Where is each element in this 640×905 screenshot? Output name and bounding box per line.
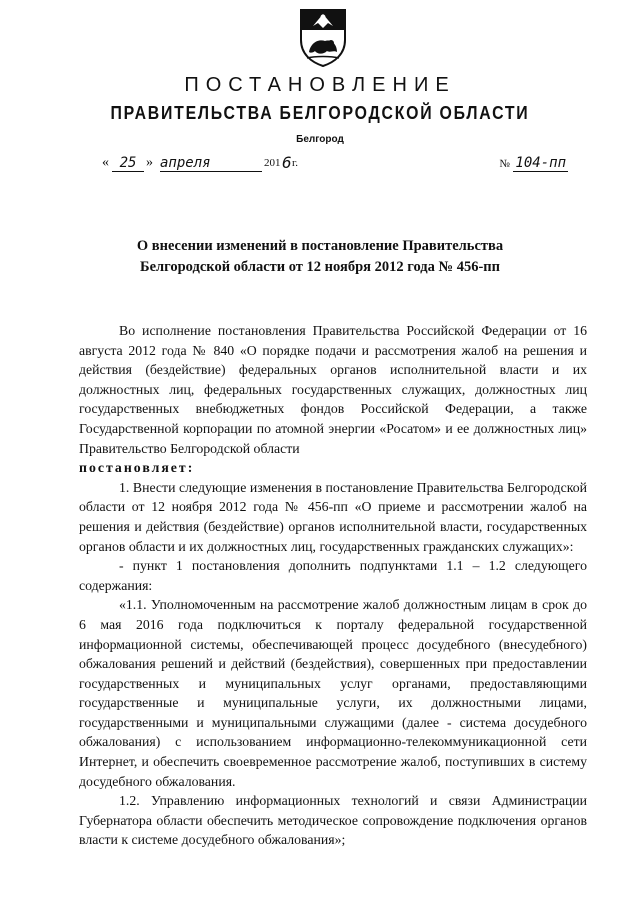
- document-number: [499, 155, 568, 172]
- subitem-paragraph: - пункт 1 постановления дополнить подпунктами 1.1 – 1.2 следующего содержания:: [79, 558, 587, 593]
- city-name: Белгород: [296, 134, 344, 145]
- intro-paragraph: Во исполнение постановления Правительства Российской Федерации от 16 августа 2012 года № 840 «О порядке подачи и рассмотрения жалоб на решения и действия (бездействие) федеральных органов исполнительной власти и их должностных лиц, федеральных государственных служащих, должностных лиц государственных внебюджетных фондов Российской Федерации, а также Государственной корпорации по атомной энергии «Росатом» и ее должностных лиц» Правительство Белгородской области: [79, 323, 587, 456]
- date-year-mark: г.: [292, 157, 299, 169]
- heading-line-2: Белгородской области от 12 ноября 2012 года № 456-пп: [139, 259, 500, 275]
- document-type-title: ПОСТАНОВЛЕНИЕ: [184, 74, 456, 96]
- number-sign: №: [499, 158, 510, 170]
- subitem-1-2-paragraph: 1.2. Управлению информационных технологий и связи Администрации Губернатора области обеспечить методическое сопровождение подключения органов власти к системе досудебного обжалования»;: [79, 793, 587, 848]
- number-value: 104-пп: [515, 155, 566, 171]
- coat-of-arms-emblem: [297, 6, 349, 68]
- date-day: 25: [112, 155, 144, 172]
- document-heading: [120, 236, 520, 278]
- date-quote-open: «: [102, 155, 109, 170]
- date-year-prefix: 201: [264, 157, 281, 169]
- date-month: апреля: [160, 155, 262, 172]
- issuer-title: ПРАВИТЕЛЬСТВА БЕЛГОРОДСКОЙ ОБЛАСТИ: [110, 103, 530, 123]
- date-quote-close: »: [146, 155, 153, 170]
- resolves-line: [79, 458, 587, 478]
- heading-line-1: О внесении изменений в постановление Правительства: [136, 238, 504, 254]
- date-number-line: [0, 155, 640, 175]
- subitem-1-1-paragraph: «1.1. Уполномоченным на рассмотрение жалоб должностным лицам в срок до 6 мая 2016 года подключиться к порталу федеральной государственной информационной системы, обеспечивающей процесс досудебного (внесудебного) обжалования решений и действий (бездействия), совершенных при предоставлении государственных и муниципальных услуг органами, предоставляющими государственные и муниципальные услуги, их должностными лицами, государственными и муниципальными служащими (далее - система досудебного обжалования) с использованием информационно-телекоммуникационной сети Интернет, и обеспечить своевременное рассмотрение жалоб, поступивших в систему досудебного обжалования.: [79, 597, 587, 789]
- document-body: [79, 321, 587, 850]
- resolves-word: постановляет:: [79, 460, 195, 476]
- date-year-suffix: 6: [282, 153, 292, 172]
- item-1-paragraph: 1. Внести следующие изменения в постановление Правительства Белгородской области от 12 ноября 2012 года № 456-пп «О приеме и рассмотрении жалоб на решения и действия (бездействие) органов исполнительной власти, государственных органов области и их должностных лиц, государственных гражданских служащих»:: [79, 479, 587, 554]
